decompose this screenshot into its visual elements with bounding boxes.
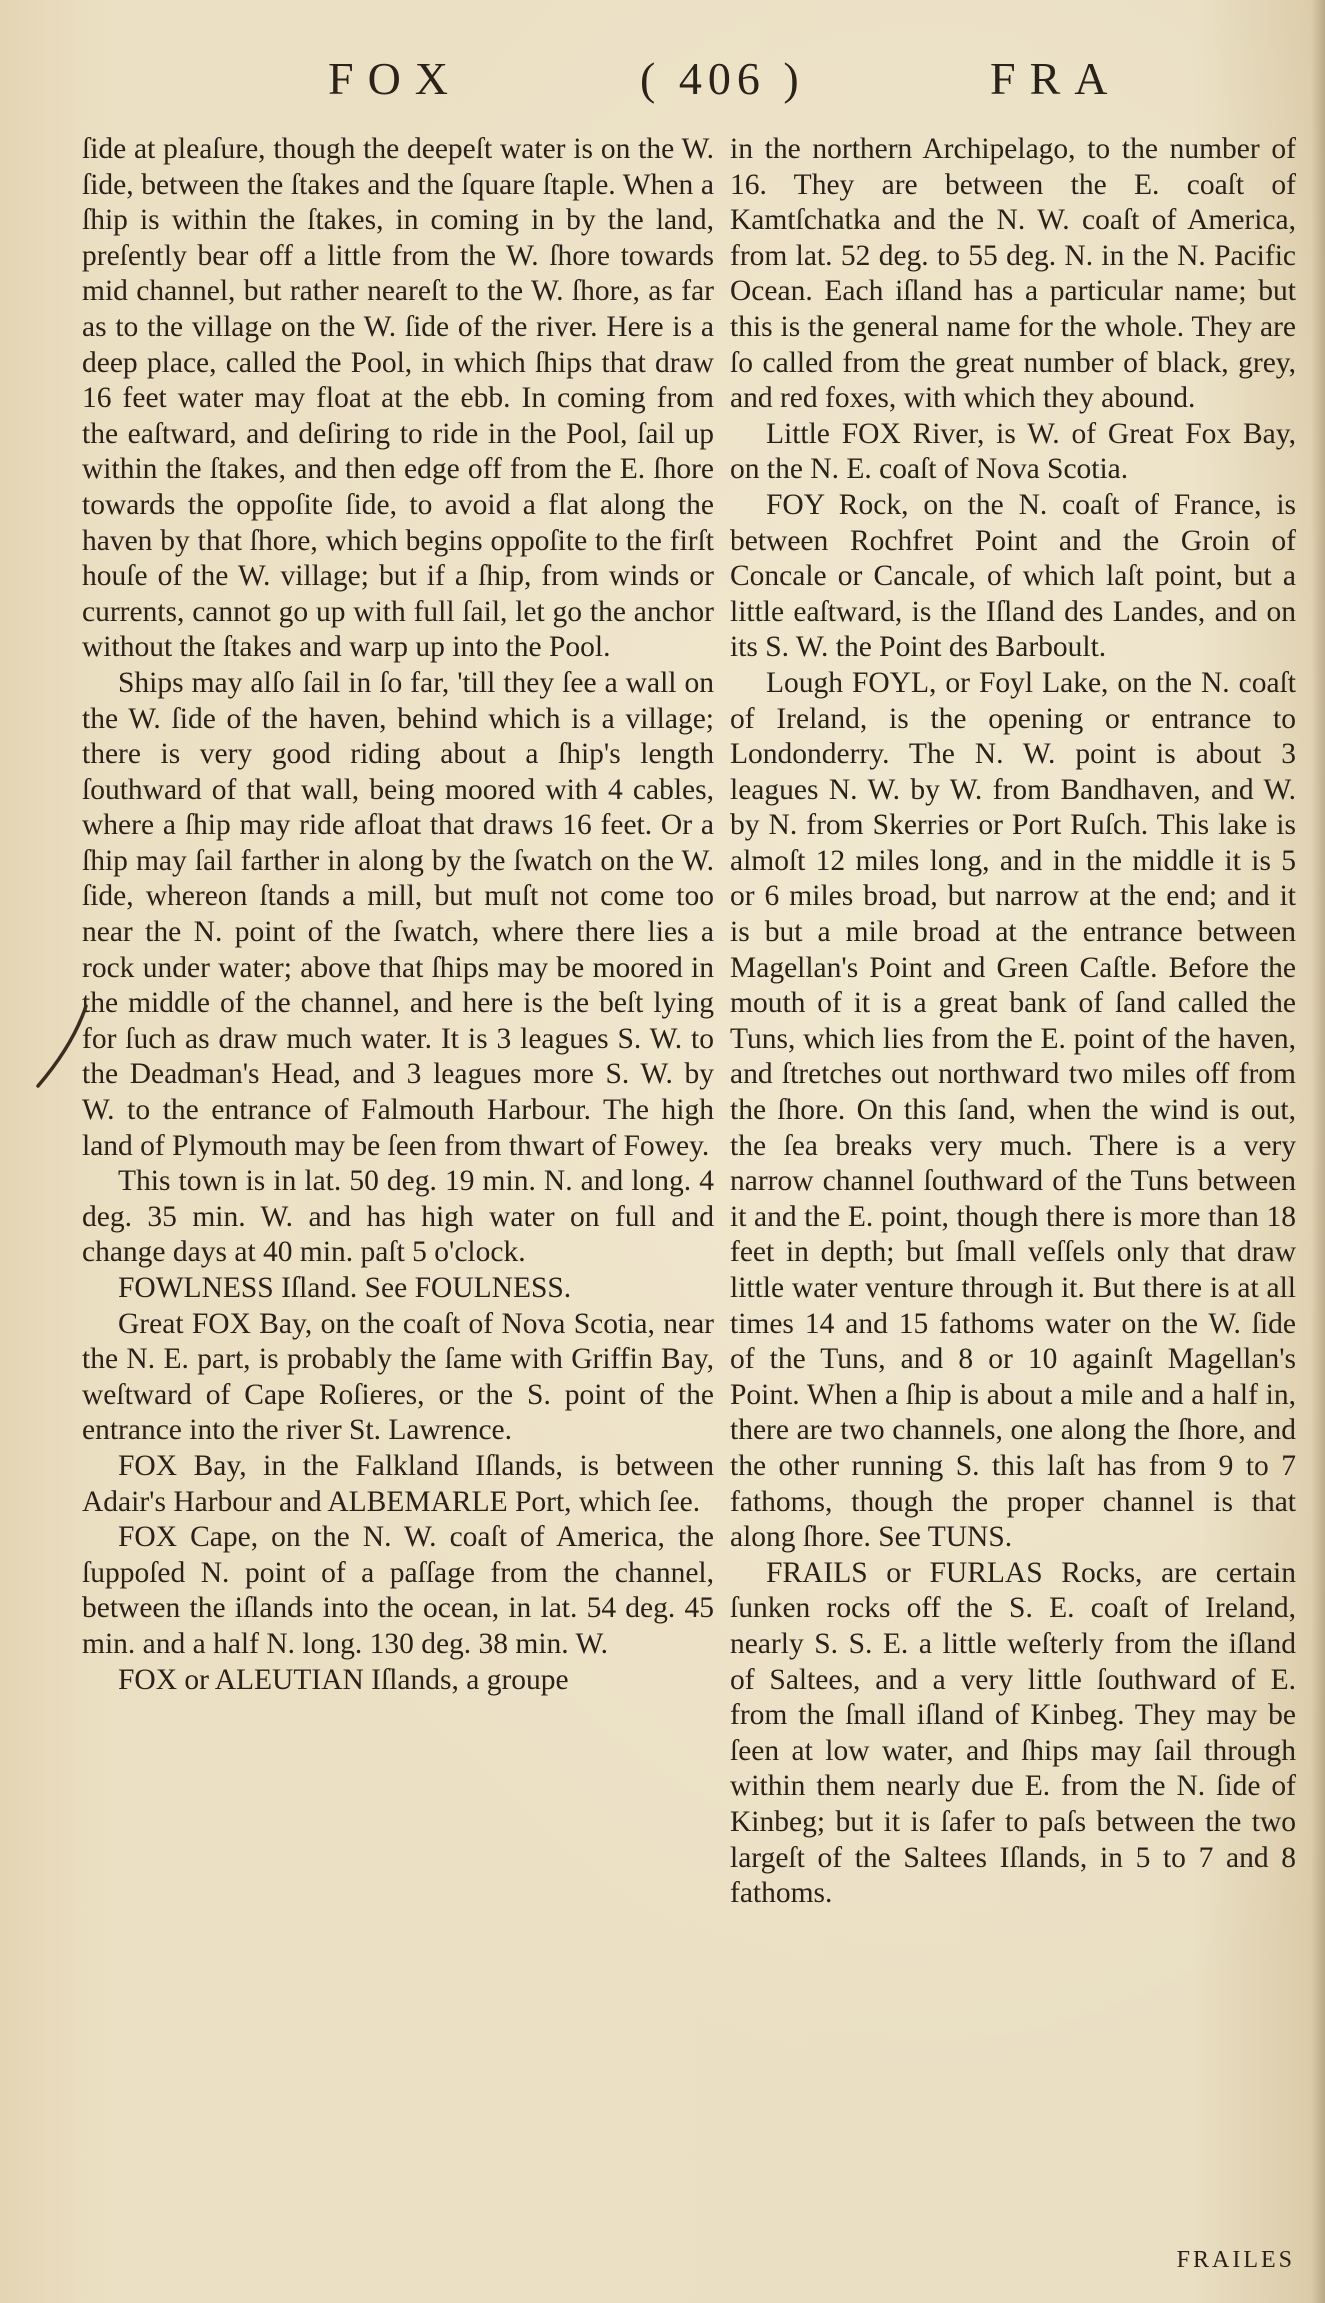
pen-mark-icon bbox=[28, 1000, 98, 1090]
left-column bbox=[82, 132, 714, 1698]
page-edge bbox=[1311, 0, 1325, 2303]
paragraph: Ships may alſo ſail in ſo far, 'till they ſee a wall on the W. ſide of the haven, behind which is a village; there is very good riding about a ſhip's length ſouthward of that wall, being moored with 4 cables, where a ſhip may ride afloat that draws 16 feet. Or a ſhip may ſail farther in along by the ſwatch on the W. ſide, whereon ſtands a mill, but muſt not come too near the N. point of the ſwatch, where there lies a rock under water; above that ſhips may be moored in the middle of the channel, and here is the beſt lying for ſuch as draw much water. It is 3 leagues S. W. to the Deadman's Head, and 3 leagues more S. W. by W. to the entrance of Falmouth Harbour. The high land of Plymouth may be ſeen from thwart of Fowey. bbox=[82, 666, 714, 1162]
page-number: ( 406 ) bbox=[640, 53, 805, 104]
paragraph: FOY Rock, on the N. coaſt of France, is between Rochfret Point and the Groin of Concale or Cancale, of which laſt point, but a little eaſtward, is the Iſland des Landes, and on its S. W. the Point des Barboult. bbox=[730, 488, 1296, 664]
header-left-word: FOX bbox=[328, 53, 463, 104]
paragraph: FOX or ALEUTIAN Iſlands, a groupe bbox=[118, 1663, 569, 1696]
paragraph: FOX Cape, on the N. W. coaſt of America, the ſuppoſed N. point of a paſſage from the channel, between the iſlands into the ocean, in lat. 54 deg. 45 min. and a half N. long. 130 deg. 38 min. W. bbox=[82, 1521, 714, 1660]
paragraph: This town is in lat. 50 deg. 19 min. N. and long. 4 deg. 35 min. W. and has high water on full and change days at 40 min. paſt 5 o'clock. bbox=[82, 1165, 714, 1269]
header-right-word: FRA bbox=[990, 53, 1122, 104]
paragraph: in the northern Archipelago, to the number of 16. They are between the E. coaſt of Kamtſchatka and the N. W. coaſt of America, from lat. 52 deg. to 55 deg. N. in the N. Pacific Ocean. Each iſland has a particular name; but this is the general name for the whole. They are ſo called from the great number of black, grey, and red foxes, with which they abound. bbox=[730, 133, 1296, 415]
right-column bbox=[730, 132, 1296, 1912]
paragraph: Little FOX River, is W. of Great Fox Bay, on the N. E. coaſt of Nova Scotia. bbox=[730, 417, 1296, 486]
paragraph: Lough FOYL, or Foyl Lake, on the N. coaſt of Ireland, is the opening or entrance to Londonderry. The N. W. point is about 3 leagues N. W. by W. from Bandhaven, and W. by N. from Skerries or Port Ruſch. This lake is almoſt 12 miles long, and in the middle it is 5 or 6 miles broad, but narrow at the end; and it is but a mile broad at the entrance between Magellan's Point and Green Caſtle. Before the mouth of it is a great bank of ſand called the Tuns, which lies from the E. point of the haven, and ſtretches out northward two miles off from the ſhore. On this ſand, when the wind is out, the ſea breaks very much. There is a very narrow channel ſouthward of the Tuns between it and the E. point, though there is more than 18 feet in depth; but ſmall veſſels only that draw little water venture through it. But there is at all times 14 and 15 fathoms water on the W. ſide of the Tuns, and 8 or 10 againſt Magellan's Point. When a ſhip is about a mile and a half in, there are two channels, one along the ſhore, and the other running S. this laſt has from 9 to 7 fathoms, though the proper channel is that along ſhore. See TUNS. bbox=[730, 666, 1296, 1554]
paragraph: FRAILS or FURLAS Rocks, are certain ſunken rocks off the S. E. coaſt of Ireland, nearly S. S. E. a little weſterly from the iſland of Saltees, and a very little ſouthward of E. from the ſmall iſland of Kinbeg. They may be ſeen at low water, and ſhips may ſail through within them nearly due E. from the N. ſide of Kinbeg; but it is ſafer to paſs between the two largeſt of the Saltees Iſlands, in 5 to 7 and 8 fathoms. bbox=[730, 1556, 1296, 1910]
paragraph: Great FOX Bay, on the coaſt of Nova Scotia, near the N. E. part, is probably the ſame with Griffin Bay, weſtward of Cape Roſieres, or the S. point of the entrance into the river St. Lawrence. bbox=[82, 1307, 714, 1447]
paragraph: FOX Bay, in the Falkland Iſlands, is between Adair's Harbour and ALBEMARLE Port, which ſee. bbox=[82, 1449, 714, 1518]
catchword: FRAILES bbox=[1176, 2247, 1295, 2273]
running-header bbox=[0, 52, 1325, 112]
paragraph: ſide at pleaſure, though the deepeſt water is on the W. ſide, between the ſtakes and the ſquare ſtaple. When a ſhip is within the ſtakes, in coming in by the land, preſently bear off a little from the W. ſhore towards mid channel, but rather neareſt to the W. ſhore, as far as to the village on the W. ſide of the river. Here is a deep place, called the Pool, in which ſhips that draw 16 feet water may float at the ebb. In coming from the eaſtward, and deſiring to ride in the Pool, ſail up within the ſtakes, and then edge off from the E. ſhore towards the oppoſite ſide, to avoid a flat along the haven by that ſhore, which begins oppoſite to the firſt houſe of the W. village; but if a ſhip, from winds or currents, cannot go up with full ſail, let go the anchor without the ſtakes and warp up into the Pool. bbox=[82, 133, 714, 664]
paragraph: FOWLNESS Iſland. See FOULNESS. bbox=[118, 1272, 572, 1304]
